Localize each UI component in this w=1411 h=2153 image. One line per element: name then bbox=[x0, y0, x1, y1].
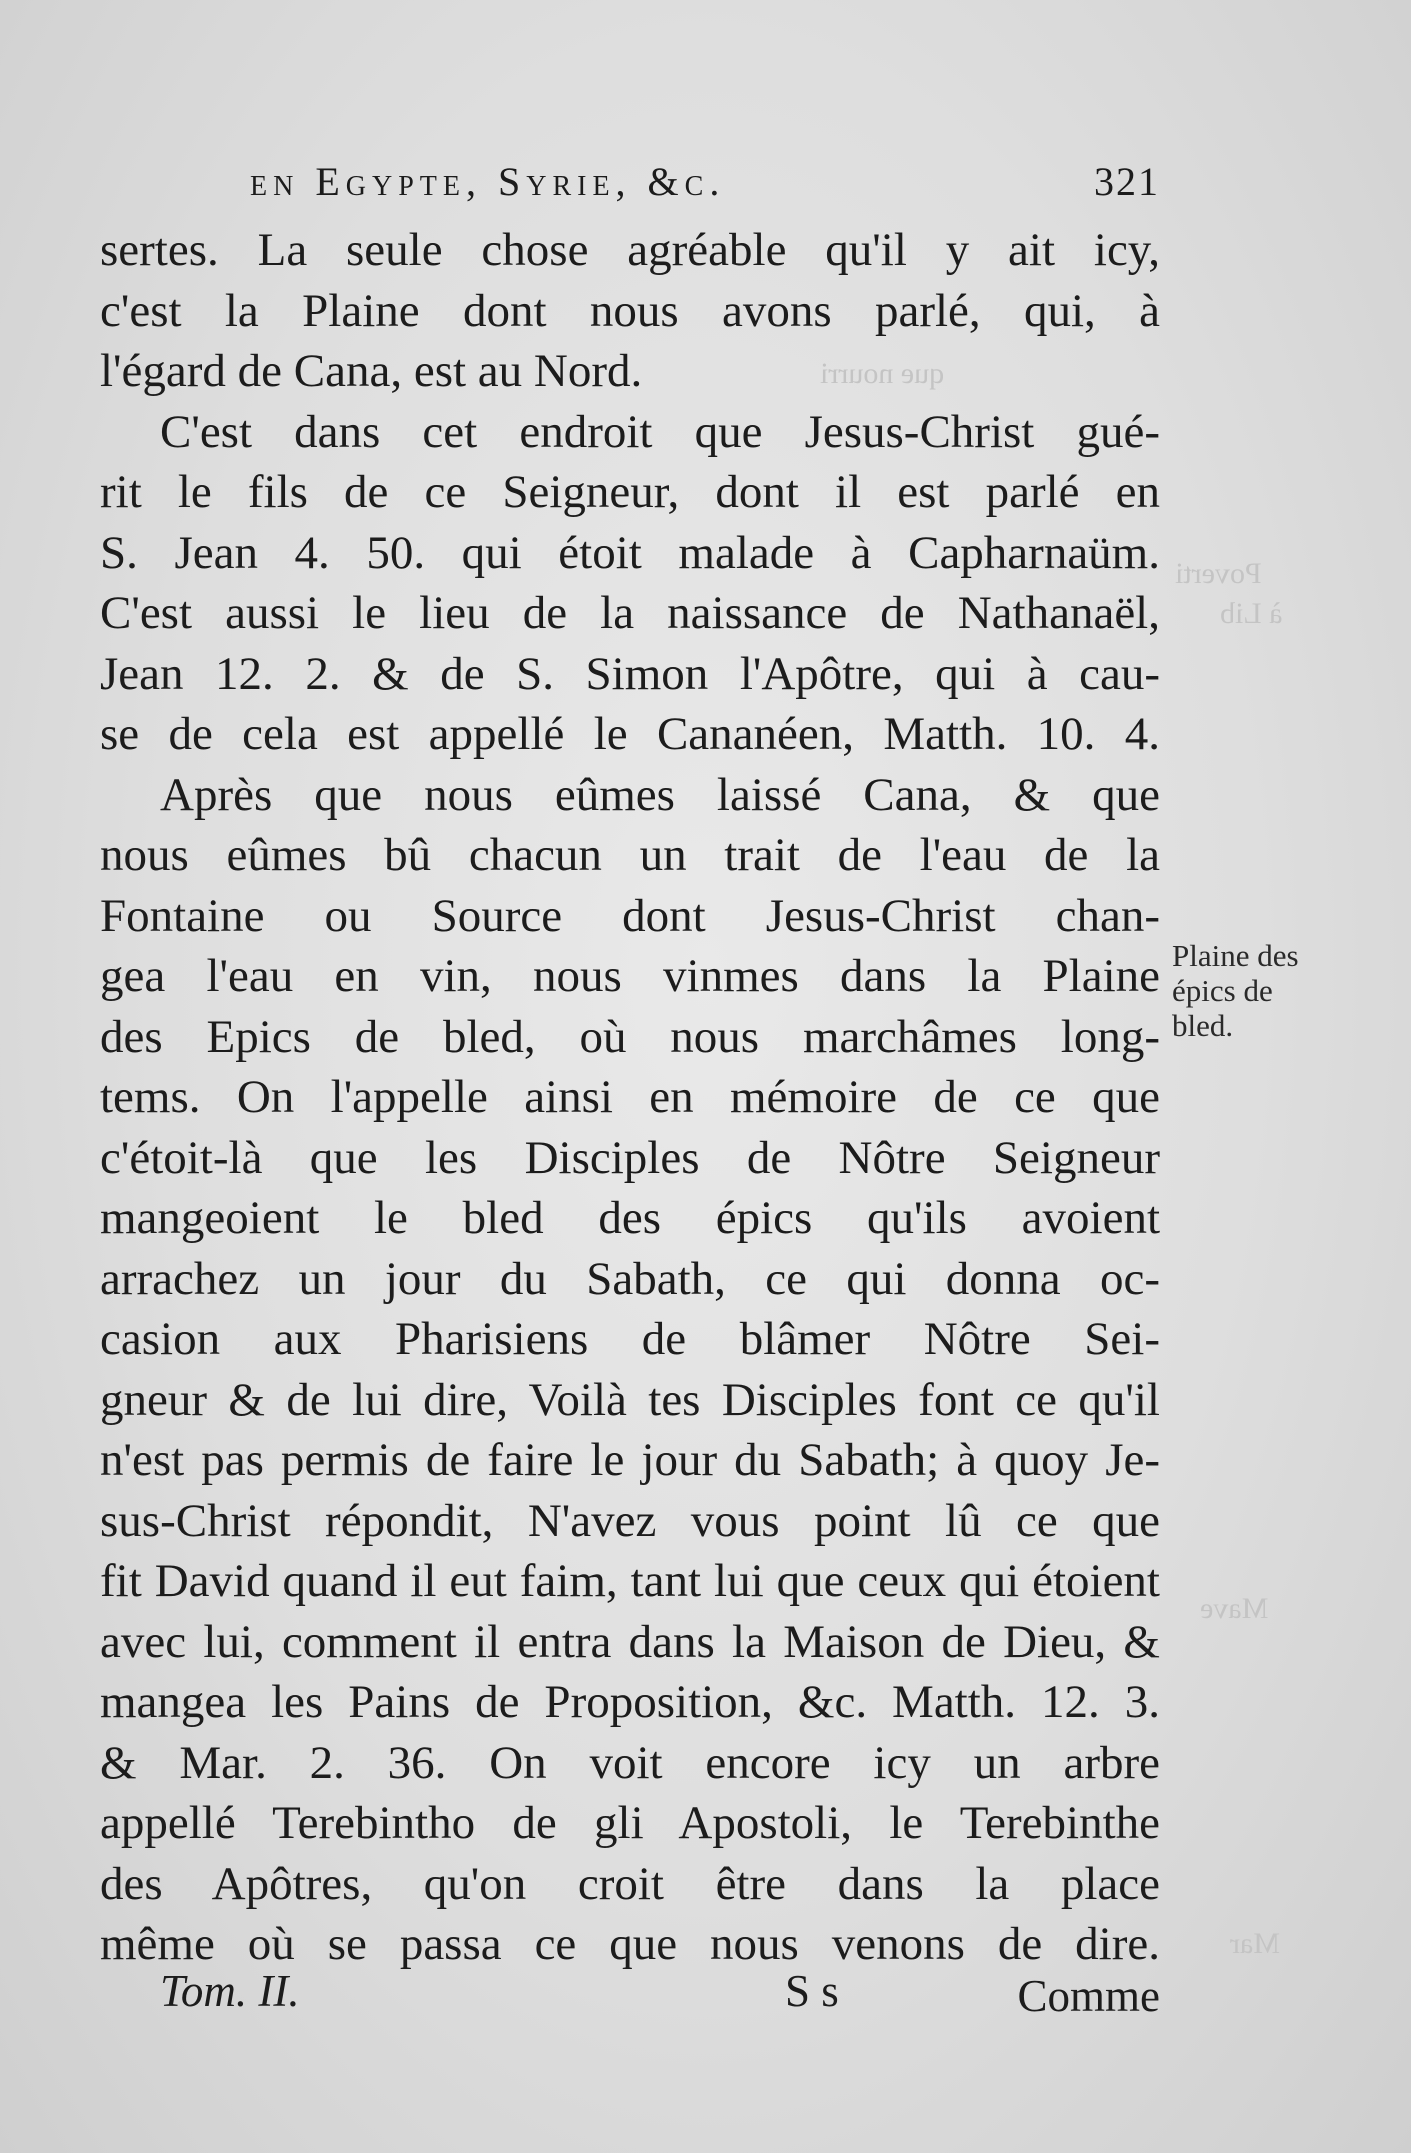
text-line: C'est aussi le lieu de la naissance de Nathanaël, bbox=[100, 587, 1160, 639]
margin-note-line: épics de bbox=[1172, 973, 1273, 1008]
text-line: Jean 12. 2. & de S. Simon l'Apôtre, qui à cau- bbox=[100, 647, 1160, 700]
text-line: mangeoient le bled des épics qu'ils avoient bbox=[100, 1192, 1160, 1244]
text-line: arrachez un jour du Sabath, ce qui donna oc- bbox=[100, 1252, 1160, 1305]
main-text bbox=[100, 220, 1160, 1975]
text-line: rit le fils de ce Seigneur, dont il est parlé en bbox=[100, 466, 1160, 518]
running-title: en Egypte, Syrie, &c. bbox=[250, 159, 726, 204]
volume-label: Tom. II. bbox=[160, 1966, 300, 2016]
text-line: fit David quand il eut faim, tant lui que ceux qui étoient bbox=[100, 1555, 1160, 1607]
text-line: des Epics de bled, où nous marchâmes long- bbox=[100, 1010, 1160, 1063]
text-line: S. Jean 4. 50. qui étoit malade à Capharnaüm. bbox=[100, 526, 1160, 579]
show-through-text: Poverti bbox=[1175, 557, 1262, 590]
text-line: Fontaine ou Source dont Jesus-Christ chan- bbox=[100, 889, 1160, 942]
text-line: gea l'eau en vin, nous vinmes dans la Plaine bbox=[100, 950, 1160, 1002]
text-line: tems. On l'appelle ainsi en mémoire de ce que bbox=[100, 1071, 1160, 1123]
text-line: Après que nous eûmes laissé Cana, & que bbox=[160, 768, 1160, 821]
text-line: n'est pas permis de faire le jour du Sabath; à quoy Je- bbox=[100, 1434, 1160, 1486]
text-line: des Apôtres, qu'on croit être dans la place bbox=[100, 1857, 1160, 1910]
text-line: C'est dans cet endroit que Jesus-Christ gué- bbox=[160, 405, 1160, 458]
text-line: même où se passa ce que nous venons de dire. bbox=[100, 1918, 1160, 1970]
text-line: casion aux Pharisiens de blâmer Nôtre Sei- bbox=[100, 1313, 1160, 1365]
margin-note-line: bled. bbox=[1172, 1008, 1234, 1043]
text-line: avec lui, comment il entra dans la Maison de Dieu, & bbox=[100, 1615, 1160, 1668]
text-line: c'étoit-là que les Disciples de Nôtre Seigneur bbox=[100, 1131, 1160, 1184]
margin-note bbox=[1172, 938, 1392, 1043]
catchword: Comme bbox=[1017, 1971, 1160, 2021]
text-line: gneur & de lui dire, Voilà tes Disciples font ce qu'il bbox=[100, 1373, 1160, 1426]
text-line: sus-Christ répondit, N'avez vous point lû ce que bbox=[100, 1494, 1160, 1547]
text-line: mangea les Pains de Proposition, &c. Matth. 12. 3. bbox=[100, 1676, 1160, 1728]
text-line: appellé Terebintho de gli Apostoli, le Terebinthe bbox=[100, 1797, 1160, 1849]
show-through-text: Mave bbox=[1200, 1592, 1269, 1625]
text-line: l'égard de Cana, est au Nord. bbox=[100, 345, 643, 397]
page-header bbox=[250, 158, 1160, 218]
text-line: c'est la Plaine dont nous avons parlé, qui, à bbox=[100, 284, 1160, 337]
show-through-text: à Lib bbox=[1220, 597, 1283, 630]
show-through-text: Mar bbox=[1230, 1927, 1280, 1960]
page-number: 321 bbox=[1094, 159, 1160, 204]
text-line: & Mar. 2. 36. On voit encore icy un arbre bbox=[100, 1736, 1160, 1789]
margin-note-line: Plaine des bbox=[1172, 938, 1299, 973]
text-line: nous eûmes bû chacun un trait de l'eau de la bbox=[100, 829, 1160, 881]
text-line: se de cela est appellé le Cananéen, Matth. 10. 4. bbox=[100, 708, 1160, 760]
text-line: sertes. La seule chose agréable qu'il y ait icy, bbox=[100, 224, 1160, 276]
show-through-text: que nourri bbox=[820, 357, 945, 390]
signature-mark: S s bbox=[785, 1966, 839, 2016]
page-footer bbox=[160, 1965, 1160, 2025]
